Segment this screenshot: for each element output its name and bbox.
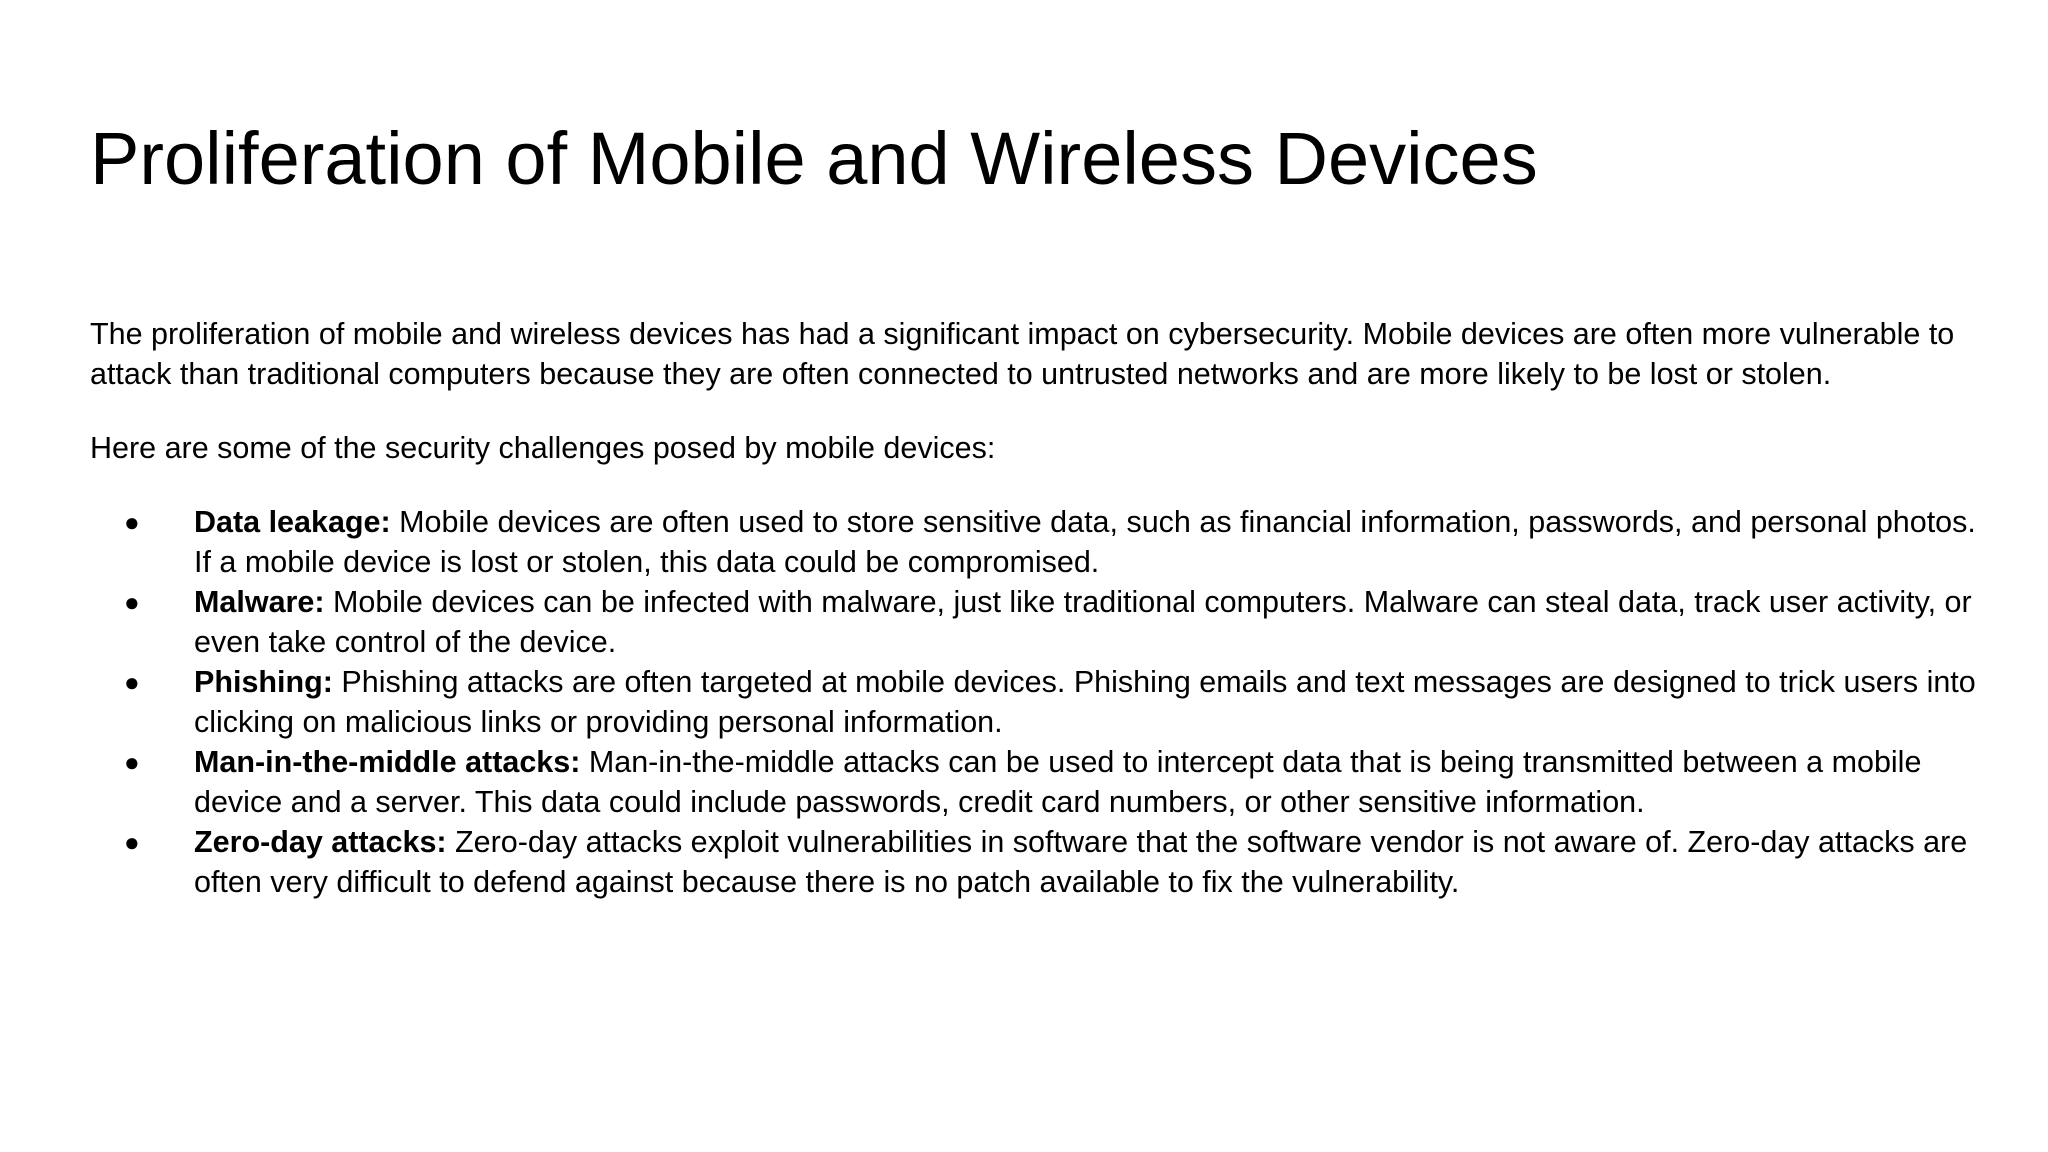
slide-title: Proliferation of Mobile and Wireless Devices [90,117,1538,200]
list-item-data-leakage [90,502,2000,582]
bullet-icon: ● [124,667,140,697]
list-item-text: Mobile devices are often used to store sensitive data, such as financial information, passwords, and personal photos. If a mobile device is lost or stolen, this data could be compromised. [194,505,1976,579]
list-item-text: Phishing attacks are often targeted at mobile devices. Phishing emails and text messages are designed to trick users into clicking on malicious links or providing personal information. [194,665,1976,739]
list-item-text: Mobile devices can be infected with malware, just like traditional computers. Malware can steal data, track user activity, or even take control of the device. [194,585,1972,659]
bullet-icon: ● [124,747,140,777]
list-item-text: Man-in-the-middle attacks can be used to intercept data that is being transmitted between a mobile device and a server. This data could include passwords, credit card numbers, or other sensitive information. [194,745,1922,819]
list-item-text: Zero-day attacks exploit vulnerabilities in software that the software vendor is not aware of. Zero-day attacks are often very difficult to defend against because there is no patch available to fix the vulnerability. [194,825,1968,899]
list-item-term: Phishing: [194,665,333,699]
list-item-term: Zero-day attacks: [194,825,447,859]
list-item-malware [90,582,2000,662]
bullet-icon: ● [124,827,140,857]
slide-body [90,314,2010,902]
list-item-term: Data leakage: [194,505,391,539]
list-intro: Here are some of the security challenges posed by mobile devices: [90,431,996,465]
list-item-term: Man-in-the-middle attacks: [194,745,581,779]
list-item-zero-day [90,822,2000,902]
bullet-icon: ● [124,507,140,537]
list-item-man-in-the-middle [90,742,2000,822]
security-challenges-list [90,502,2010,902]
list-item-term: Malware: [194,585,325,619]
list-item-phishing [90,662,2000,742]
bullet-icon: ● [124,587,140,617]
intro-paragraph: The proliferation of mobile and wireless devices has had a significant impact on cybersecurity. Mobile devices are often more vulnerable to attack than traditional computers because they are often connected to untrusted networks and are more likely to be lost or stolen. [90,317,1955,391]
